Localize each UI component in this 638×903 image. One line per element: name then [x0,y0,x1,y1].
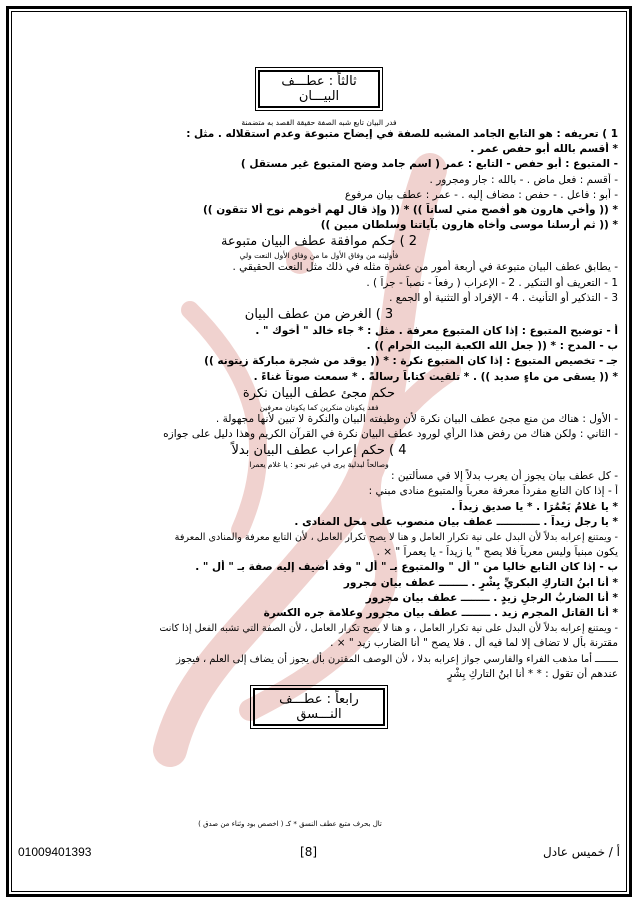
example-line: * يا رجل زيداً . ــــــــــــ عطف بيان منصوب على محل المنادى . [294,515,618,528]
heading-purpose: 3 ) الغرض من عطف البيان [244,307,394,323]
list-item: ب - المدح : * (( جعل الله الكعبة البيت الحرام )) . [366,340,618,353]
body-line: - الأول : هناك من منع مجئ عطف البيان نكرة لأن وظيفته البيان والنكرة لا تبين لأنها مجهولة . [215,412,618,425]
definition-line: 1 ) تعريفه : هو التابع الجامد المشبه للصفة في إيضاح متبوعة وعدم استقلاله . مثل : [186,128,618,140]
body-line: ــــــــ أما مذهب الفراء والفارسي جواز إعرابه بدلا ، لأن الوصف المقترن بأل يجوز أن يضاف إلى العلم ، فيجوز [176,653,618,665]
document-body [20,18,618,828]
body-line: - يطابق عطف البيان متبوعة في أربعة أمور من عشرة مثله في ذلك مثل النعت الحقيقي . [232,261,618,274]
list-item: أ - توضيح المتبوع : إذا كان المتبوع معرفة . مثل : * جاء خالد " أخوك " . [255,325,618,338]
verse-note: فقد يكونان منكرين كما يكونان معرفين [259,402,379,412]
example-line: * (( يسقى من ماءٍ صديد )) . * تلقيت كتاباً رسالةً . * سمعت صوتاً غناءً . [253,370,618,383]
parsing-line: - المتبوع : أبو حفص - التابع : عمر ( اسم جامد وضح المتبوع غير مستقل ) [240,158,618,171]
verse-note-bottom: تال بحرف متبع عطف النسق * كـ ( اخصص بود وثناء من صدق ) [198,820,382,828]
heading-indefinite: حكم مجئ عطف البيان نكرة [242,385,396,401]
section-3-title: ثالثاً : عطـــف البيـــان [258,70,380,108]
footer-author: أ / خميس عادل [543,845,620,859]
example-line: * يا غلامُ يَعْمُرَا . * يا صديق زيداً . [451,500,618,513]
footer-page-number: [8] [300,845,318,859]
body-line: يكون مبنياً وليس معرباً فلا يصح " يا زيداً - يا يعمراً " × . [376,546,618,559]
body-line: - ويمتنع إعرابه بدلاً لأن البدل على نية تكرار العامل و هنا لا يصح تكرار العامل ، لأن التابع معرفة والمنادى المعرفة [174,532,618,544]
verse-note: فدر البيان تابع شبه الصفة حقيقة القصد به متضمنة [241,118,397,127]
list-item: 1 - التعريف أو التنكير . 2 - الإعراب ( رفعاً - نصباً - جراً ) . [366,276,618,289]
footer-phone: 01009401393 [18,845,92,859]
verse-note: فأولينه من وفاق الأول ما من وفاق الأول النعت ولي [239,251,399,261]
section-4-title: رابعاً : عطـــف النـــسق [253,688,385,726]
list-item: ب - إذا كان التابع خاليا من " أل " والمتبوع بـ " أل " وقد أضيف إليه صفة بـ " أل " . [195,561,618,574]
body-line: أ - إذا كان التابع مفرداً معرفة معرباً والمتبوع منادى مبني : [368,485,618,498]
example-line: * (( وأخي هارون هو أفصح مني لساناً )) * (( وإذ قال لهم أخوهم نوح ألا تتقون )) [202,204,618,217]
example-line: * أنا ابنُ التاركِ البكريِّ بِشْرٍ . ــــــــ عطف بيان مجرور [343,576,618,589]
parsing-line: - أبو : فاعل . - حفص : مضاف إليه . - عمر : عطف بيان مرفوع [344,188,618,201]
example-line: * أنا القاتل المجرم زيد . ــــــــ عطف بيان مجرور وعلامة جره الكسرة [263,607,618,620]
body-line: عندهم أن تقول : * * أنا ابنُ التاركِ بِشْرٍ [447,667,618,680]
body-line: - كل عطف بيان يجوز أن يعرب بدلاً إلا في مسألتين : [390,470,618,483]
body-line: - ويمتنع إعرابه بدلاً لأن البدل على نية تكرار العامل ، و هنا لا يصح تكرار العامل ، لأن الصفة التي تشبه الفعل إذا كانت [159,623,618,635]
list-item: جـ - تخصيص المتبوع : إذا كان المتبوع نكرة : * (( يوقد من شجرة مباركة زيتونه )) [204,355,618,368]
example-line: * (( ثم أرسلنا موسى وأخاه هارون بآياتنا وسلطان مبين )) [320,219,618,232]
heading-badal: 4 ) حكم إعراب عطف البيان بدلاً [231,443,407,459]
list-item: 3 - التذكير أو التأنيث . 4 - الإفراد أو التثنية أو الجمع . [389,291,618,304]
verse-note: وصالحاً لبدلية يرى في غير نحو : يا غلام يعمرا [249,460,389,470]
heading-agreement: 2 ) حكم موافقة عطف البيان متبوعة [220,234,418,250]
page-footer [18,845,620,863]
parsing-line: - أقسم : فعل ماض . - بالله : جار ومجرور . [429,173,618,186]
example-line: * أنا الضاربُ الرجلِ زيدٍ . ــــــــ عطف بيان مجرور [365,591,618,604]
body-line: - الثاني : ولكن هناك من رفض هذا الرأي لورود عطف البيان نكرة في القرآن الكريم وهذا دليل على جوازه [163,428,618,441]
example-line: * أقسم بالله أبو حفص عمر . [470,143,618,156]
body-line: مقترنة بأل لا تضاف إلا لما فيه أل . فلا يصح " أنا الضارب زيد " × . [330,637,618,650]
